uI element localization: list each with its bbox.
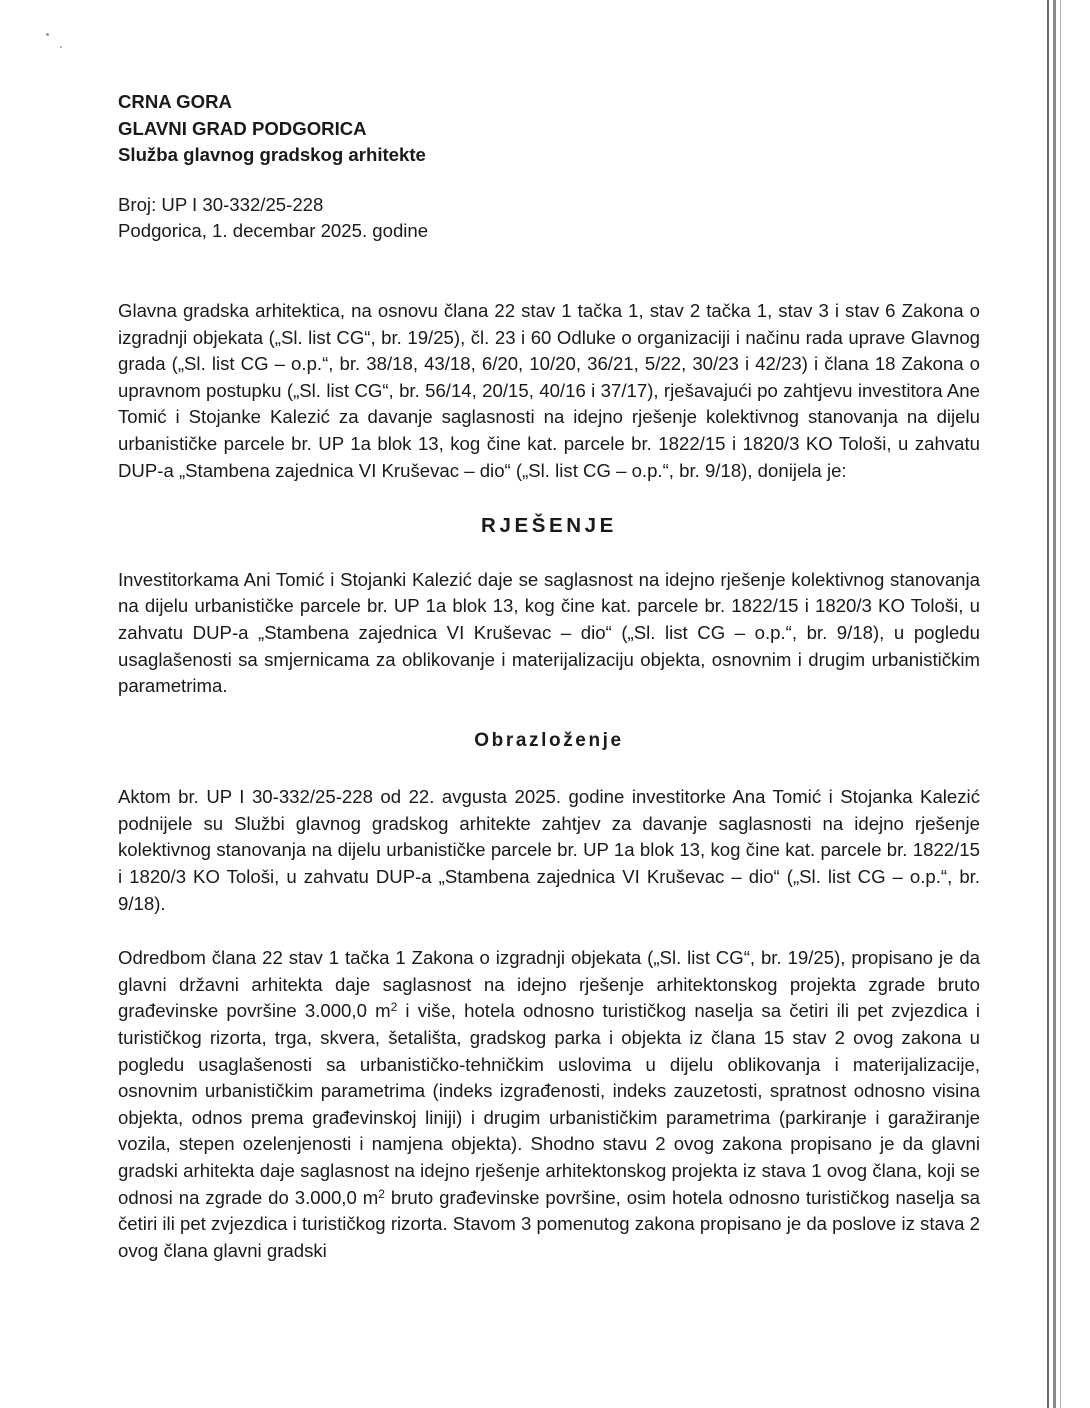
reasoning-text-part: i više, hotela odnosno turističkog naselja sa četiri ili pet zvjezdica i turističkog rizorta, trga, skvera, šetališta, gradskog parka i objekta iz člana 15 stav 2 ovog zakona u pogledu usaglašenosti sa urbanističko-tehničkim uslovima u dijelu oblikovanja i materijalizacije, osnovnim urbanističkim parametrima (indeks izgrađenosti, indeks zauzetosti, spratnost odnosno visina objekta, odnos prema građevinskoj liniji) i drugim urbanističkim parametrima (parkiranje i garažiranje vozila, stepen ozelenjenosti i namjena objekta). Shodno stavu 2 ovog zakona propisano je da glavni gradski arhitekta daje saglasnost na idejno rješenje arhitektonskog projekta iz stava 1 ovog člana, koji se odnosi na zgrade do 3.000,0 m (118, 1000, 980, 1208)
scan-speck (46, 33, 49, 36)
reasoning-paragraph-1: Aktom br. UP I 30-332/25-228 od 22. avgusta 2025. godine investitorke Ana Tomić i Stojanka Kalezić podnijele su Službi glavnog gradskog arhitekte zahtjev za davanje saglasnosti na idejno rješenje kolektivnog stanovanja na dijelu urbanističke parcele br. UP 1a blok 13, kog čine kat. parcele br. 1822/15 i 1820/3 KO Tološi, u zahvatu DUP-a „Stambena zajednica VI Kruševac – dio“ („Sl. list CG – o.p.“, br. 9/18). (118, 786, 980, 914)
scan-speck (60, 46, 62, 48)
scan-edge-line (1053, 0, 1056, 1408)
document-meta (118, 192, 980, 245)
document-body (118, 89, 980, 1264)
decision-paragraph: Investitorkama Ani Tomić i Stojanki Kalezić daje se saglasnost na idejno rješenje kolektivnog stanovanja na dijelu urbanističke parcele br. UP 1a blok 13, kog čine kat. parcele br. 1822/15 i 1820/3 KO Tološi, u zahvatu DUP-a „Stambena zajednica VI Kruševac – dio“ („Sl. list CG – o.p.“, br. 9/18), u pogledu usaglašenosti sa smjernicama za oblikovanje i materijalizaciju objekta, osnovnim i drugim urbanističkim parametrima. (118, 568, 980, 697)
superscript: 2 (378, 1186, 385, 1201)
reasoning-heading: Obrazloženje (474, 729, 624, 751)
decision-heading: RJEŠENJE (481, 514, 617, 538)
letterhead (118, 89, 980, 169)
scan-edge-line (1047, 0, 1049, 1408)
document-number: Broj: UP I 30-332/25-228 (118, 193, 324, 215)
letterhead-city: GLAVNI GRAD PODGORICA (118, 117, 367, 139)
reasoning-text-part: bruto građevinske površine, osim hotela odnosno turističkog naselja sa četiri ili pet zvjezdica i turističkog rizorta. Stavom 3 pomenutog zakona propisano je da poslove iz stava 2 ovog člana glavni gradski (118, 1186, 980, 1261)
reasoning-paragraph-2 (118, 945, 980, 1264)
reasoning-text-part: Odredbom člana 22 stav 1 tačka 1 Zakona o izgradnji objekata („Sl. list CG“, br. 19/25), propisano je da glavni državni arhitekta daje saglasnost na idejno rješenje arhitektonskog projekta zgrade bruto građevinske površine 3.000,0 m (118, 947, 980, 1022)
superscript: 2 (390, 1000, 398, 1015)
intro-paragraph: Glavna gradska arhitektica, na osnovu člana 22 stav 1 tačka 1, stav 2 tačka 1, stav 3 i stav 6 Zakona o izgradnji objekata („Sl. list CG“, br. 19/25), čl. 23 i 60 Odluke o organizaciji i načinu rada uprave Glavnog grada („Sl. list CG – o.p.“, br. 38/18, 43/18, 6/20, 10/20, 36/21, 5/22, 30/23 i 42/23) i člana 18 Zakona o upravnom postupku („Sl. list CG“, br. 56/14, 20/15, 40/16 i 37/17), rješavajući po zahtjevu investitora Ane Tomić i Stojanke Kalezić za davanje saglasnosti na idejno rješenje kolektivnog stanovanja na dijelu urbanističke parcele br. UP 1a blok 13, kog čine kat. parcele br. 1822/15 i 1820/3 KO Tološi, u zahvatu DUP-a „Stambena zajednica VI Kruševac – dio“ („Sl. list CG – o.p.“, br. 9/18), donijela je: (118, 299, 980, 481)
document-place-date: Podgorica, 1. decembar 2025. godine (118, 220, 429, 242)
letterhead-country: CRNA GORA (118, 91, 232, 112)
letterhead-office: Služba glavnog gradskog arhitekte (118, 144, 426, 166)
scan-edge-line (1060, 0, 1061, 1408)
